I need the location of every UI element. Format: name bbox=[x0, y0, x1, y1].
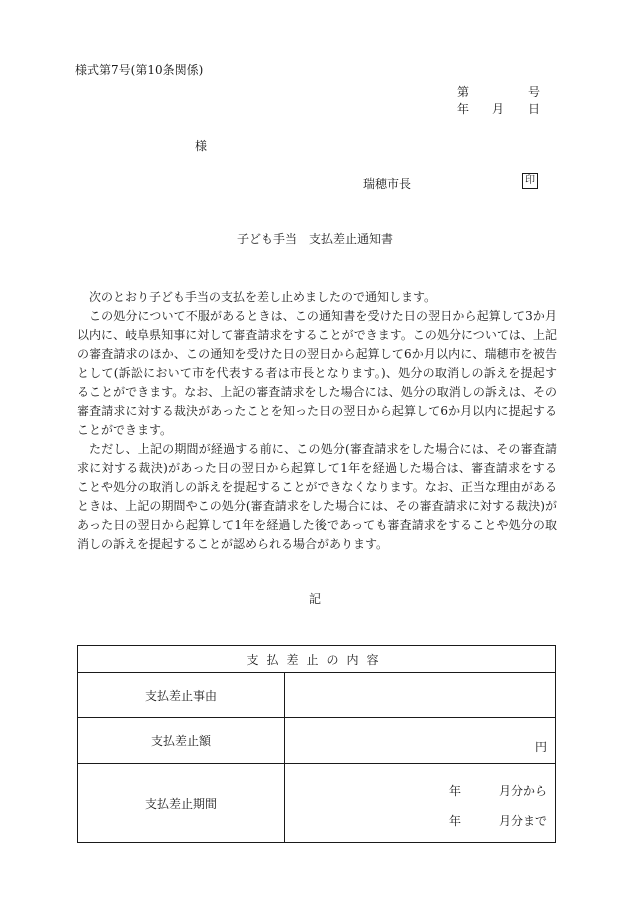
sender-name: 瑞穂市長 bbox=[363, 177, 412, 191]
body-paragraph-3: ただし、上記の期間が経過する前に、この処分(審査請求をした場合には、その審査請求に対する裁決)があった日の翌日から起算して1年を経過した場合は、審査請求をすることや処分の取消しの訴えを提起することができなくなります。なお、正当な理由があるときは、上記の期間やこの処分(審査請求をした場合には、その審査請求に対する裁決)があった日の翌日から起算して1年を経過した後であっても審査請求をすることや処分の取消しの訴えを提起することが認められる場合があります。 bbox=[77, 442, 557, 551]
form-number: 様式第7号(第10条関係) bbox=[75, 63, 204, 77]
document-title: 子ども手当 支払差止通知書 bbox=[236, 232, 393, 246]
period-from-year: 年 bbox=[448, 784, 461, 798]
ki-heading: 記 bbox=[308, 592, 321, 606]
period-to-month: 月分まで bbox=[498, 814, 547, 828]
period-value-cell bbox=[285, 764, 556, 843]
period-from-month: 月分から bbox=[498, 784, 547, 798]
period-label: 支払差止期間 bbox=[78, 764, 285, 843]
period-from-line bbox=[449, 782, 547, 799]
body-paragraph-1: 次のとおり子ども手当の支払を差し止めましたので通知します。 bbox=[89, 290, 437, 304]
amount-value-cell bbox=[285, 718, 556, 764]
recipient-honorific: 様 bbox=[195, 139, 208, 153]
document-number-prefix: 第 bbox=[457, 85, 470, 99]
amount-label: 支払差止額 bbox=[78, 718, 285, 764]
amount-unit: 円 bbox=[534, 740, 547, 754]
suspension-details-table bbox=[77, 645, 556, 843]
body-paragraph-2: この処分について不服があるときは、この通知書を受けた日の翌日から起算して3か月以内に、岐阜県知事に対して審査請求をすることができます。この処分については、上記の審査請求のほか、この通知を受けた日の翌日から起算して6か月以内に、瑞穂市を被告として(訴訟において市を代表する者は市長となります。)、処分の取消しの訴えを提起することができます。なお、上記の審査請求をした場合には、処分の取消しの訴えは、その審査請求に対する裁決があったことを知った日の翌日から起算して6か月以内に提起することができます。 bbox=[77, 309, 557, 437]
table-row-reason bbox=[78, 673, 556, 718]
reason-value-cell bbox=[285, 673, 556, 718]
table-header: 支払差止の内容 bbox=[78, 646, 556, 673]
table-row-amount bbox=[78, 718, 556, 764]
notice-body bbox=[77, 288, 557, 554]
document-number-suffix: 号 bbox=[528, 85, 541, 99]
period-to-line bbox=[449, 812, 547, 829]
seal-stamp-box: 印 bbox=[522, 173, 538, 189]
date-day-label: 日 bbox=[528, 102, 541, 116]
date-month-label: 月 bbox=[492, 102, 505, 116]
reason-label: 支払差止事由 bbox=[78, 673, 285, 718]
date-year-label: 年 bbox=[457, 102, 470, 116]
period-to-year: 年 bbox=[448, 814, 461, 828]
table-row-period bbox=[78, 764, 556, 843]
